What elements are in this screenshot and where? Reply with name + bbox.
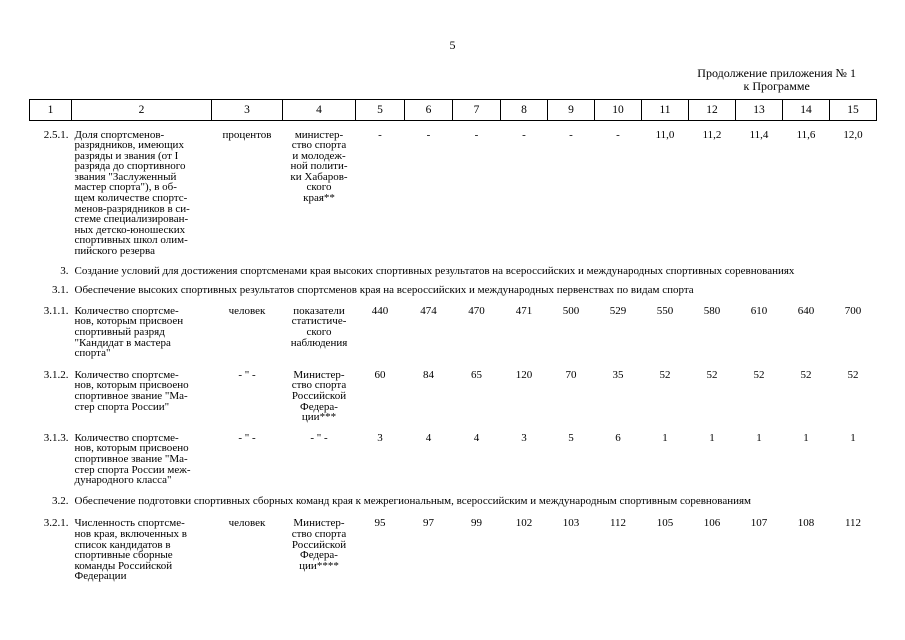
indicator-name: Количество спортсме- нов, которым присвоен спортивный разряд "Кандидат в мастера спорта": [74, 304, 184, 360]
value-cell: 640: [797, 304, 815, 317]
value-cell: 52: [847, 368, 859, 381]
indicator-name: Доля спортсменов- разрядников, имеющих разряды и звания (от I разряда до спортивного звания "Заслуженный мастер спорта"), в об- щем количестве спортс- менов-разрядников в си- стеме специализирован- ных детско-юношеских спортивных школ олим- пийского резерва: [74, 128, 190, 258]
section-number: 3.: [60, 264, 69, 277]
value-cell: 3: [521, 431, 527, 444]
value-cell: 529: [609, 304, 627, 317]
indicator-row-2-5-1: [30, 130, 877, 257]
value-cell: 11,6: [796, 128, 816, 141]
indicator-name: Численность спортсме- нов края, включенных в список кандидатов в спортивные сборные команды Российской Федерации: [74, 517, 187, 583]
value-cell: 112: [609, 517, 627, 530]
row-number: 2.5.1.: [43, 128, 69, 141]
value-cell: 60: [374, 368, 386, 381]
value-cell: 35: [612, 368, 624, 381]
row-number: 3.1.1.: [43, 304, 69, 317]
appendix-line-1: Продолжение приложения № 1: [697, 66, 856, 80]
header-cell: 15: [830, 100, 877, 121]
unit-cell: - " -: [238, 368, 256, 381]
header-cell: 10: [595, 100, 642, 121]
header-cell: 2: [72, 100, 212, 121]
value-cell: 470: [468, 304, 485, 317]
value-cell: 5: [568, 431, 574, 444]
value-cell: 471: [515, 304, 533, 317]
value-cell: 11,0: [655, 128, 675, 141]
value-cell: 70: [565, 368, 577, 381]
header-cell: 7: [453, 100, 501, 121]
value-cell: 120: [515, 368, 533, 381]
value-cell: 1: [709, 431, 715, 444]
header-cell: 4: [283, 100, 356, 121]
value-cell: 97: [423, 517, 434, 530]
indicators-table: [29, 99, 877, 582]
value-cell: 500: [562, 304, 580, 317]
value-cell: 84: [423, 368, 434, 381]
section-row-3: [30, 266, 877, 277]
value-cell: 700: [844, 304, 862, 317]
indicator-name: Количество спортсме- нов, которым присвоено спортивное звание "Ма- стер спорта России меж- дународного класса": [74, 431, 191, 487]
unit-cell: человек: [228, 304, 266, 317]
unit-cell: человек: [228, 517, 266, 530]
value-cell: 440: [371, 304, 389, 317]
value-cell: 4: [425, 431, 432, 444]
section-row-3-2: [30, 496, 877, 507]
value-cell: -: [522, 128, 526, 141]
value-cell: 106: [703, 517, 721, 530]
header-cell: 14: [783, 100, 830, 121]
header-cell: 8: [501, 100, 548, 121]
header-cell: 5: [356, 100, 405, 121]
header-cell: 3: [212, 100, 283, 121]
value-cell: 1: [850, 431, 856, 444]
source-cell: Министер- ство спорта Российской Федера- ции***: [291, 368, 347, 424]
value-cell: 105: [656, 517, 674, 530]
indicator-row-3-1-3: [30, 433, 877, 486]
value-cell: -: [426, 128, 431, 141]
value-cell: 580: [703, 304, 721, 317]
source-cell: - " -: [310, 431, 328, 444]
unit-cell: - " -: [238, 431, 256, 444]
value-cell: -: [378, 128, 382, 141]
section-title: Создание условий для достижения спортсменами края высоких спортивных результатов на всероссийских и международных спортивных соревнованиях: [74, 264, 795, 277]
row-number: 3.1.2.: [43, 368, 69, 381]
value-cell: 52: [659, 368, 671, 381]
value-cell: 52: [706, 368, 718, 381]
unit-cell: процентов: [222, 128, 272, 141]
value-cell: 99: [471, 517, 482, 530]
section-row-3-1: [30, 285, 877, 296]
header-cell: 9: [548, 100, 595, 121]
value-cell: 65: [471, 368, 482, 381]
header-cell: 11: [642, 100, 689, 121]
section-number: 3.2.: [52, 494, 69, 507]
value-cell: 11,2: [702, 128, 722, 141]
value-cell: 103: [562, 517, 580, 530]
column-numbers-row: [30, 100, 877, 121]
section-title: Обеспечение подготовки спортивных сборных команд края к межрегиональным, всероссийским и международным спортивным соревнованиям: [74, 494, 752, 507]
value-cell: 3: [377, 431, 383, 444]
section-number: 3.1.: [52, 284, 69, 297]
source-cell: показатели статистиче- ского наблюдения: [290, 304, 348, 349]
header-cell: 6: [405, 100, 453, 121]
page-number: 5: [449, 38, 456, 52]
value-cell: 1: [756, 431, 762, 444]
value-cell: 12,0: [843, 128, 863, 141]
header-cell: 13: [736, 100, 783, 121]
appendix-line-2: к Программе: [743, 79, 810, 93]
appendix-heading: [697, 67, 856, 93]
header-cell: 12: [689, 100, 736, 121]
header-cell: 1: [30, 100, 72, 121]
row-number: 3.1.3.: [43, 431, 69, 444]
row-number: 3.2.1.: [43, 517, 69, 530]
value-cell: -: [616, 128, 620, 141]
indicator-row-3-2-1: [30, 518, 877, 582]
value-cell: 102: [515, 517, 533, 530]
value-cell: 6: [615, 431, 621, 444]
source-cell: министер- ство спорта и молодеж- ной полити- ки Хабаров- ского края**: [290, 128, 348, 205]
value-cell: 4: [473, 431, 480, 444]
value-cell: 550: [656, 304, 674, 317]
value-cell: 112: [844, 517, 862, 530]
value-cell: 95: [374, 517, 386, 530]
value-cell: 52: [800, 368, 812, 381]
indicator-row-3-1-2: [30, 370, 877, 423]
value-cell: -: [474, 128, 479, 141]
source-cell: Министер- ство спорта Российской Федера- ции****: [291, 517, 347, 572]
value-cell: 107: [750, 517, 768, 530]
value-cell: 474: [420, 304, 437, 317]
value-cell: -: [569, 128, 573, 141]
indicator-name: Количество спортсме- нов, которым присвоено спортивное звание "Ма- стер спорта России": [74, 368, 189, 413]
value-cell: 1: [803, 431, 809, 444]
section-title: Обеспечение высоких спортивных результатов спортсменов края на всероссийских и международных первенствах по видам спорта: [74, 284, 694, 297]
value-cell: 610: [750, 304, 768, 317]
value-cell: 1: [662, 431, 668, 444]
indicator-row-3-1-1: [30, 306, 877, 359]
value-cell: 108: [797, 517, 815, 530]
value-cell: 52: [753, 368, 765, 381]
value-cell: 11,4: [749, 128, 769, 141]
